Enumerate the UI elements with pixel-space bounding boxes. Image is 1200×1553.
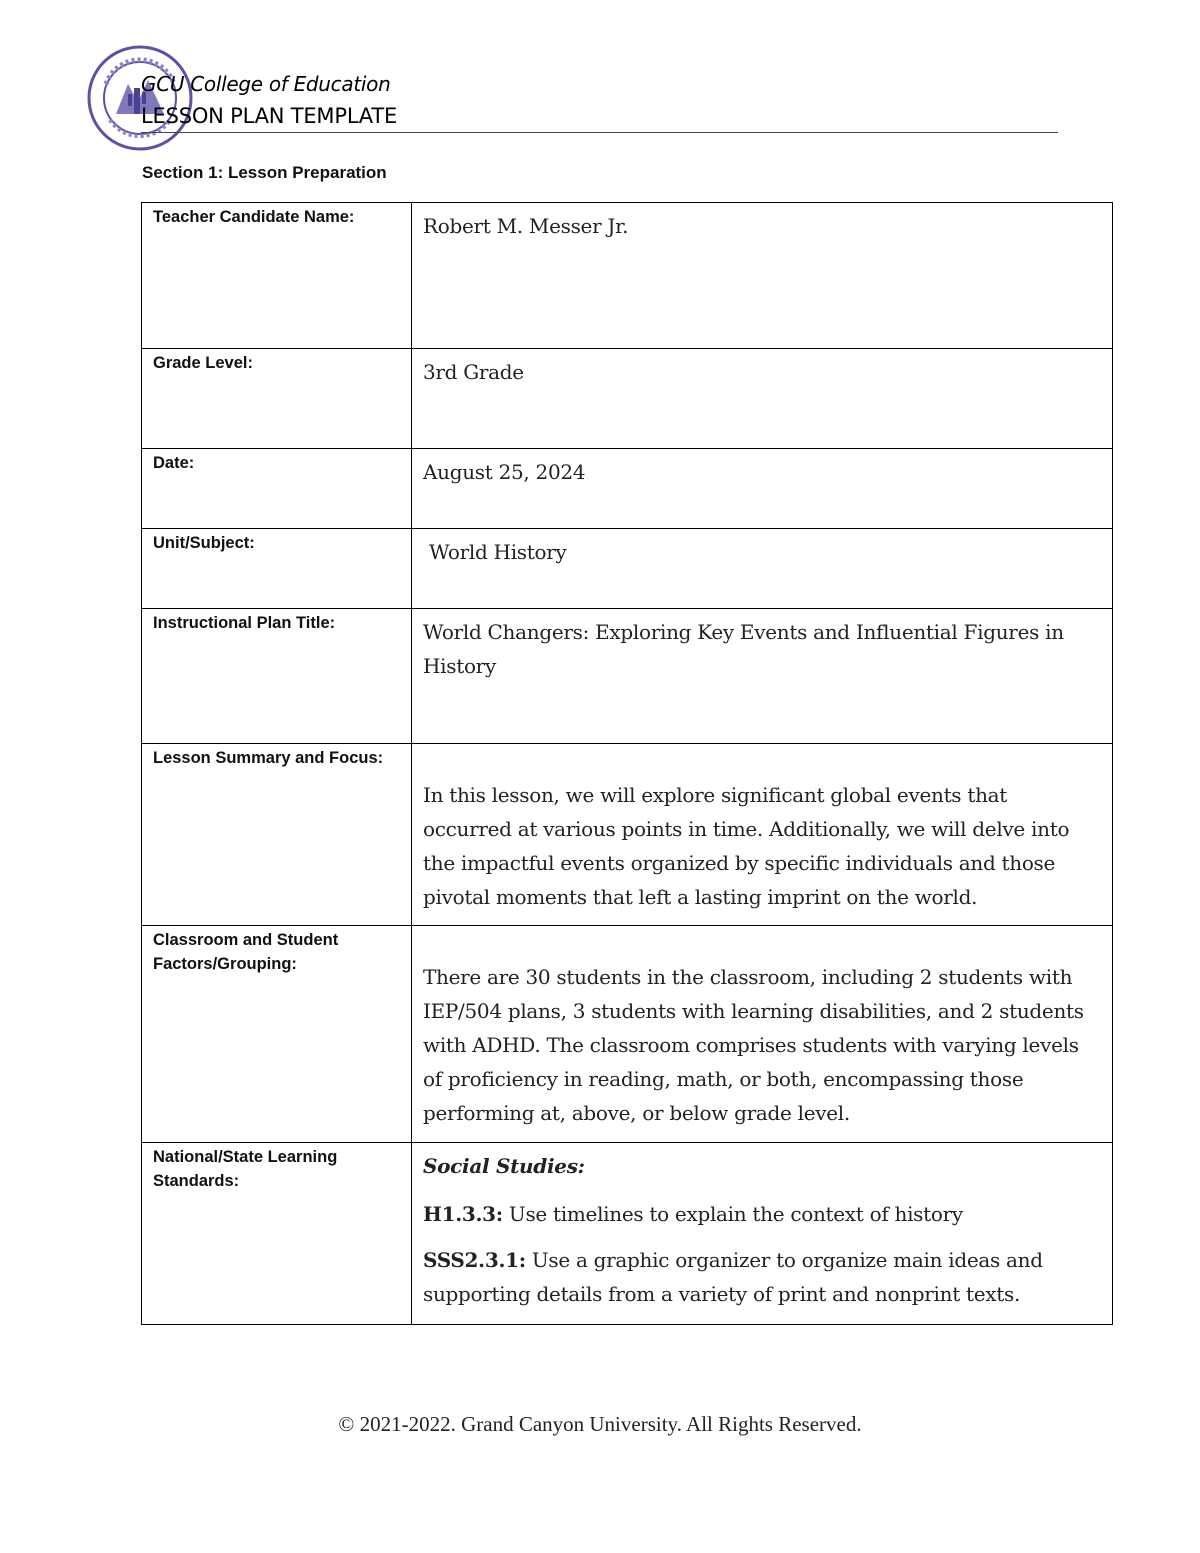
college-name: GCU College of Education: [141, 72, 391, 96]
template-title: LESSON PLAN TEMPLATE: [141, 104, 398, 128]
table-row: [142, 203, 1113, 349]
standards-heading: Social Studies:: [423, 1154, 585, 1178]
teacher-name-value: Robert M. Messer Jr.: [423, 214, 629, 238]
row-label: Classroom and Student Factors/Grouping:: [142, 926, 412, 1143]
row-label: Instructional Plan Title:: [142, 609, 412, 744]
table-row: [142, 609, 1113, 744]
standard-code: H1.3.3:: [423, 1202, 503, 1226]
grade-level-value: 3rd Grade: [423, 360, 524, 384]
unit-subject-value: World History: [429, 540, 567, 564]
standard-code: SSS2.3.1:: [423, 1248, 526, 1272]
table-row: [142, 449, 1113, 529]
table-row: [142, 1143, 1113, 1325]
row-value: [412, 449, 1113, 529]
plan-title-value: World Changers: Exploring Key Events and Influential Figures in History: [423, 620, 1064, 678]
row-value: [412, 203, 1113, 349]
row-label: Unit/Subject:: [142, 529, 412, 609]
university-seal-logo: [86, 44, 194, 152]
row-label: Teacher Candidate Name:: [142, 203, 412, 349]
table-row: [142, 744, 1113, 926]
table-row: [142, 529, 1113, 609]
row-value: [412, 744, 1113, 926]
standard-item: [423, 1243, 1096, 1311]
row-value: [412, 609, 1113, 744]
row-label: National/State Learning Standards:: [142, 1143, 412, 1325]
row-value: [412, 349, 1113, 449]
row-value: [412, 926, 1113, 1143]
copyright-footer: © 2021-2022. Grand Canyon University. All Rights Reserved.: [338, 1412, 862, 1436]
standard-item: [423, 1197, 1096, 1231]
table-row: [142, 926, 1113, 1143]
classroom-factors-value: There are 30 students in the classroom, including 2 students with IEP/504 plans, 3 students with learning disabilities, and 2 students with ADHD. The classroom comprises students with varying levels of proficiency in reading, math, or both, encompassing those performing at, above, or below grade level.: [423, 965, 1084, 1125]
table-row: [142, 349, 1113, 449]
standard-text: Use timelines to explain the context of history: [502, 1202, 963, 1226]
row-label: Date:: [142, 449, 412, 529]
row-label: Lesson Summary and Focus:: [142, 744, 412, 926]
header-divider: [141, 132, 1058, 133]
row-value: [412, 1143, 1113, 1325]
lesson-summary-value: In this lesson, we will explore significant global events that occurred at various points in time. Additionally, we will delve into the impactful events organized by specific individuals and those pivotal moments that left a lasting imprint on the world.: [423, 783, 1070, 909]
standard-text: Use a graphic organizer to organize main ideas and supporting details from a variety of print and nonprint texts.: [423, 1248, 1043, 1306]
date-value: August 25, 2024: [423, 460, 586, 484]
row-label: Grade Level:: [142, 349, 412, 449]
lesson-preparation-table: [141, 202, 1113, 1325]
row-value: [412, 529, 1113, 609]
section-title: Section 1: Lesson Preparation: [142, 163, 387, 182]
